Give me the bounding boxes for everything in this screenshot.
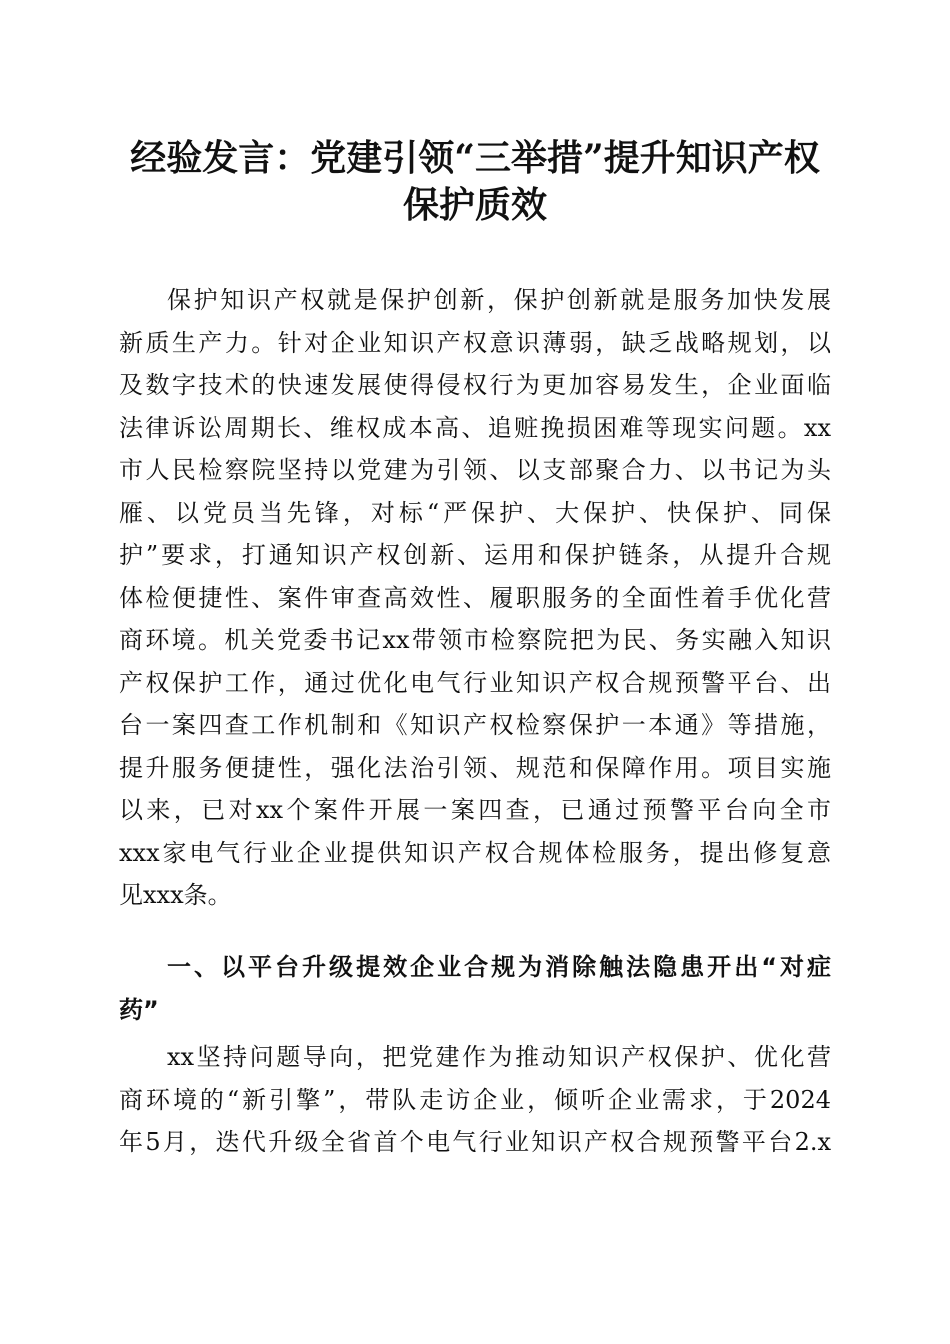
paragraph-line: xxx家电气行业企业提供知识产权合规体检服务，提出修复意	[119, 838, 831, 867]
heading-line: 一、以平台升级提效企业合规为消除触法隐患开出“对症	[167, 953, 831, 981]
paragraph-line: 雁、以党员当先锋，对标“严保护、大保护、快保护、同保	[119, 498, 831, 527]
paragraph-line: 年5月，迭代升级全省首个电气行业知识产权合规预警平台2.x	[119, 1128, 831, 1156]
paragraph-line: 提升服务便捷性，强化法治引领、规范和保障作用。项目实施	[119, 753, 831, 782]
paragraph-line: 商环境。机关党委书记xx带领市检察院把为民、务实融入知识	[119, 626, 831, 654]
paragraph-line: 护”要求，打通知识产权创新、运用和保护链条，从提升合规	[119, 541, 831, 569]
paragraph-line: 法律诉讼周期长、维权成本高、追赃挽损困难等现实问题。xx	[119, 413, 831, 442]
heading-line: 药”	[119, 995, 159, 1024]
paragraph-intro	[119, 279, 831, 917]
section-heading-1	[119, 946, 831, 1031]
paragraph-line: 产权保护工作，通过优化电气行业知识产权合规预警平台、出	[119, 668, 831, 697]
paragraph-line: 体检便捷性、案件审查高效性、履职服务的全面性着手优化营	[119, 583, 831, 612]
document-title-line-2: 保护质效	[402, 184, 547, 226]
paragraph-line: 商环境的“新引擎”，带队走访企业，倾听企业需求，于2024	[119, 1085, 831, 1114]
paragraph-line: xx坚持问题导向，把党建作为推动知识产权保护、优化营	[167, 1043, 831, 1071]
paragraph-line: 以来，已对xx个案件开展一案四查，已通过预警平台向全市	[119, 796, 831, 824]
paragraph-line: 台一案四查工作机制和《知识产权检察保护一本通》等措施，	[119, 711, 831, 739]
paragraph-line: 市人民检察院坚持以党建为引领、以支部聚合力、以书记为头	[119, 456, 831, 484]
paragraph-line: 新质生产力。针对企业知识产权意识薄弱，缺乏战略规划，以	[119, 328, 831, 357]
document-title-line-1: 经验发言：党建引领“三举措”提升知识产权	[130, 137, 820, 179]
paragraph-line: 及数字技术的快速发展使得侵权行为更加容易发生，企业面临	[119, 371, 831, 399]
paragraph-section-1	[119, 1036, 831, 1164]
paragraph-line: 保护知识产权就是保护创新，保护创新就是服务加快发展	[167, 286, 831, 314]
paragraph-line: 见xxx条。	[119, 881, 232, 909]
